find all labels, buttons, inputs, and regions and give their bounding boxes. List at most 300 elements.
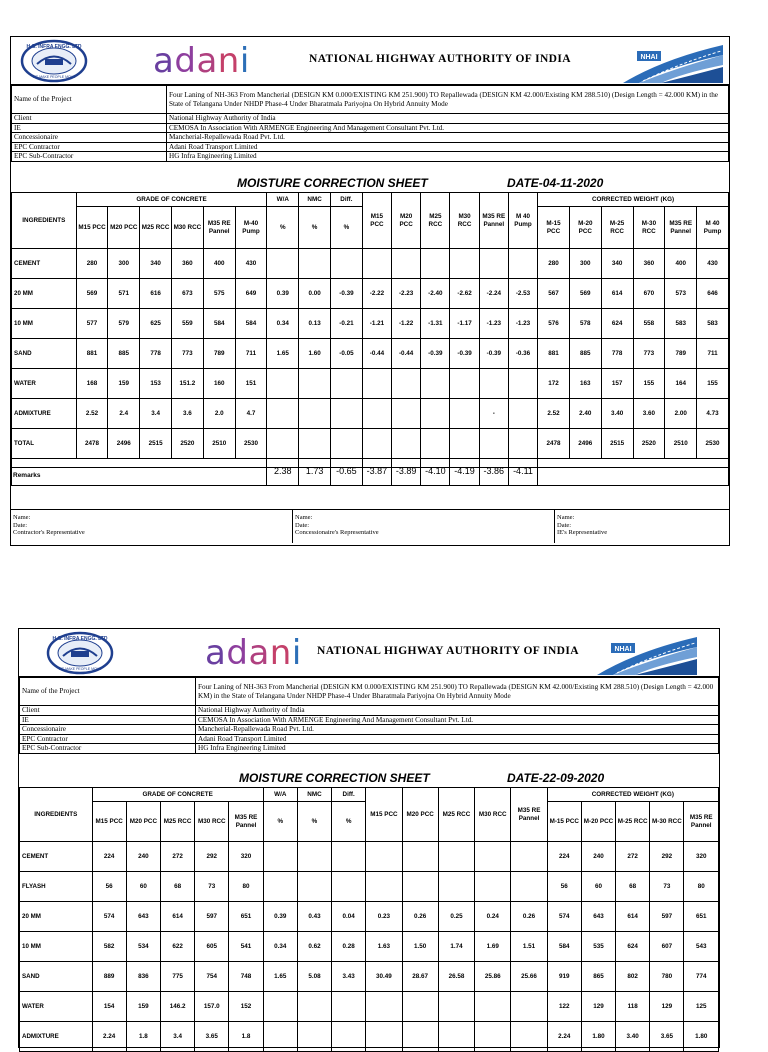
moisture-value [402, 992, 438, 1022]
sheet-header [11, 37, 729, 85]
moisture-value [450, 249, 479, 279]
grade-value: 2496 [108, 429, 140, 459]
grade-value: 80 [229, 872, 263, 902]
corrected-value: 578 [569, 309, 601, 339]
moisture-grade-header: M35 RE Pannel [479, 193, 508, 249]
moisture-value [421, 399, 450, 429]
corrected-value: 172 [538, 369, 570, 399]
moisture-value: 1.51 [511, 932, 547, 962]
sheet-date: DATE-04-11-2020 [507, 176, 604, 190]
moisture-value [392, 399, 421, 429]
corrected-value: 780 [650, 962, 684, 992]
moisture-value [421, 369, 450, 399]
moisture-value: -0.39 [479, 339, 508, 369]
grade-value: 292 [195, 842, 229, 872]
corrected-value: 643 [581, 902, 615, 932]
percent-header: % [263, 802, 297, 842]
diff-value [331, 399, 363, 429]
grade-header: M35 RE Pannel [229, 802, 263, 842]
corrected-grade-header: M35 RE Pannel [684, 802, 719, 842]
ingredient-name: 20 MM [12, 279, 77, 309]
table-row [20, 842, 719, 872]
moisture-grade-header: M 40 Pump [508, 193, 537, 249]
nmc-value: 0.13 [299, 309, 331, 339]
moisture-value [511, 872, 547, 902]
grade-of-concrete-header: GRADE OF CONCRETE [92, 788, 263, 802]
moisture-value: -2.53 [508, 279, 537, 309]
project-value: Four Laning of NH-363 From Mancherial (DESIGN KM 0.000/EXISTING KM 251.900) TO Repallewada (DESIGN KM 42.000/Existing KM 288.510) (Design Length = 42.000 KM) in the State of Telangana Under NHDP Phase-4 Under Bharatmala Pariyojna On Hybrid Annuity Mode [167, 86, 729, 114]
grade-value: 584 [235, 309, 267, 339]
moisture-value [438, 992, 474, 1022]
corrected-grade-header: M-15 PCC [538, 207, 570, 249]
moisture-value [366, 842, 402, 872]
corrected-value: 919 [547, 962, 581, 992]
grade-value: 651 [229, 902, 263, 932]
ingredient-name: SAND [20, 962, 93, 992]
nmc-value [299, 399, 331, 429]
grade-value: 773 [172, 339, 204, 369]
moisture-value: 0.26 [511, 902, 547, 932]
moisture-value: -1.23 [508, 309, 537, 339]
corrected-value: 280 [538, 249, 570, 279]
grade-value: 881 [76, 339, 108, 369]
corrected-value: 670 [633, 279, 665, 309]
diff-value: 0.04 [332, 902, 366, 932]
wa-header: W/A [263, 788, 297, 802]
corrected-value: 2.40 [569, 399, 601, 429]
moisture-value [511, 842, 547, 872]
grade-header: M30 RCC [195, 802, 229, 842]
corrected-grade-header: M-30 RCC [633, 207, 665, 249]
signature-block [11, 509, 729, 543]
corrected-value: 2.00 [665, 399, 697, 429]
diff-value [332, 872, 366, 902]
corrected-value: 789 [665, 339, 697, 369]
wa-value [263, 872, 297, 902]
wa-value [267, 369, 299, 399]
grade-value: 2.24 [92, 1022, 126, 1052]
wa-header: W/A [267, 193, 299, 207]
concessionaire-value: Mancherial-Repallewada Road Pvt. Ltd. [196, 725, 719, 735]
corrected-value: 155 [697, 369, 729, 399]
wa-value: 1.65 [267, 339, 299, 369]
nhai-logo-text: NHAI [614, 646, 632, 653]
moisture-value: 28.67 [402, 962, 438, 992]
client-label: Client [12, 114, 167, 124]
diff-value: 3.43 [332, 962, 366, 992]
corrected-value: 778 [601, 339, 633, 369]
svg-text:WE MAKE PEOPLE MOVE: WE MAKE PEOPLE MOVE [58, 667, 102, 671]
grade-value: 430 [235, 249, 267, 279]
grade-value: 60 [126, 872, 160, 902]
wa-value [263, 992, 297, 1022]
corrected-value: 3.40 [616, 1022, 650, 1052]
grade-value: 300 [108, 249, 140, 279]
project-label: Name of the Project [12, 86, 167, 114]
moisture-value [450, 429, 479, 459]
moisture-value [362, 429, 391, 459]
moisture-value: 1.63 [366, 932, 402, 962]
moisture-value [362, 369, 391, 399]
moisture-value [392, 429, 421, 459]
wa-value: 0.34 [263, 932, 297, 962]
project-info [11, 85, 729, 162]
moisture-value: -1.21 [362, 309, 391, 339]
moisture-value [421, 249, 450, 279]
corrected-grade-header: M-20 PCC [581, 802, 615, 842]
corrected-value: 711 [697, 339, 729, 369]
wa-value: 0.34 [267, 309, 299, 339]
wa-value: 0.39 [263, 902, 297, 932]
moisture-value: -2.62 [450, 279, 479, 309]
percent-header: % [299, 207, 331, 249]
corrected-value: 543 [684, 932, 719, 962]
moisture-value [511, 992, 547, 1022]
corrected-value: 129 [650, 992, 684, 1022]
grade-value: 748 [229, 962, 263, 992]
grade-value: 625 [140, 309, 172, 339]
corrected-value: 646 [697, 279, 729, 309]
svg-text:H.G. INFRA ENGG. LTD: H.G. INFRA ENGG. LTD [26, 44, 82, 50]
wa-value: 1.65 [263, 962, 297, 992]
table-row [12, 279, 729, 309]
grade-value: 2.52 [76, 399, 108, 429]
nmc-value: 0.00 [299, 279, 331, 309]
moisture-value [475, 1022, 511, 1052]
ingredient-name: FLYASH [20, 872, 93, 902]
nhai-logo [597, 631, 697, 675]
grade-value: 541 [229, 932, 263, 962]
grade-value: 673 [172, 279, 204, 309]
moisture-value: -0.44 [362, 339, 391, 369]
grade-value: 157.0 [195, 992, 229, 1022]
moisture-grade-header: M20 PCC [402, 788, 438, 842]
moisture-value: 25.86 [475, 962, 511, 992]
hg-infra-seal-logo [19, 39, 89, 83]
grade-value: 649 [235, 279, 267, 309]
epc-label: EPC Contractor [12, 142, 167, 152]
table-row [20, 872, 719, 902]
grade-value: 2478 [76, 429, 108, 459]
summary-value: -0.65 [331, 459, 363, 486]
summary-value: -3.87 [362, 459, 391, 486]
corrected-value: 1.80 [684, 1022, 719, 1052]
corrected-grade-header: M-25 RCC [616, 802, 650, 842]
grade-value: 153 [140, 369, 172, 399]
ingredient-name: CEMENT [20, 842, 93, 872]
grade-value: 151.2 [172, 369, 204, 399]
moisture-value [450, 399, 479, 429]
moisture-grade-header: M35 RE Pannel [511, 788, 547, 842]
grade-value: 574 [92, 902, 126, 932]
grade-value: 160 [203, 369, 235, 399]
corrected-value: 430 [697, 249, 729, 279]
epc-value: Adani Road Transport Limited [167, 142, 729, 152]
moisture-value [438, 872, 474, 902]
client-value: National Highway Authority of India [167, 114, 729, 124]
corrected-value: 300 [569, 249, 601, 279]
moisture-value [450, 369, 479, 399]
grade-header: M-40 Pump [235, 207, 267, 249]
client-label: Client [20, 706, 196, 716]
grade-value: 3.6 [172, 399, 204, 429]
summary-value: -3.89 [392, 459, 421, 486]
diff-value: 0.28 [332, 932, 366, 962]
moisture-value [508, 399, 537, 429]
moisture-value: -2.40 [421, 279, 450, 309]
corrected-value: 2520 [633, 429, 665, 459]
corrected-value: 624 [601, 309, 633, 339]
corrected-value: 4.73 [697, 399, 729, 429]
nmc-value [299, 429, 331, 459]
corrected-value: 624 [616, 932, 650, 962]
summary-value: -4.10 [421, 459, 450, 486]
nmc-value: 5.08 [297, 962, 331, 992]
corrected-value: 2.24 [547, 1022, 581, 1052]
moisture-value: 0.25 [438, 902, 474, 932]
moisture-table [11, 192, 729, 486]
grade-value: 778 [140, 339, 172, 369]
corrected-value: 773 [633, 339, 665, 369]
corrected-value: 2515 [601, 429, 633, 459]
wa-value [267, 249, 299, 279]
corrected-grade-header: M-25 RCC [601, 207, 633, 249]
corrected-value: 535 [581, 932, 615, 962]
grade-value: 320 [229, 842, 263, 872]
corrected-value: 73 [650, 872, 684, 902]
percent-header: % [267, 207, 299, 249]
grade-value: 889 [92, 962, 126, 992]
table-row [12, 429, 729, 459]
nmc-value [299, 369, 331, 399]
corrected-value: 569 [569, 279, 601, 309]
table-row [20, 1022, 719, 1052]
nhai-title: NATIONAL HIGHWAY AUTHORITY OF INDIA [317, 645, 579, 657]
moisture-value: -0.44 [392, 339, 421, 369]
ingredients-header: INGREDIENTS [12, 193, 77, 249]
moisture-grade-header: M20 PCC [392, 193, 421, 249]
corrected-grade-header: M-20 PCC [569, 207, 601, 249]
corrected-value: 157 [601, 369, 633, 399]
table-row [20, 902, 719, 932]
diff-value [331, 369, 363, 399]
ie-label: IE [20, 715, 196, 725]
grade-value: 154 [92, 992, 126, 1022]
grade-value: 579 [108, 309, 140, 339]
moisture-value: - [479, 399, 508, 429]
ingredients-header: INGREDIENTS [20, 788, 93, 842]
corrected-value: 614 [616, 902, 650, 932]
corrected-value: 774 [684, 962, 719, 992]
ingredient-name: ADMIXTURE [12, 399, 77, 429]
grade-value: 534 [126, 932, 160, 962]
wa-value [267, 429, 299, 459]
grade-value: 73 [195, 872, 229, 902]
project-label: Name of the Project [20, 678, 196, 706]
corrected-value: 574 [547, 902, 581, 932]
grade-value: 2.4 [108, 399, 140, 429]
moisture-value: -2.23 [392, 279, 421, 309]
grade-value: 575 [203, 279, 235, 309]
grade-of-concrete-header: GRADE OF CONCRETE [76, 193, 267, 207]
corrected-grade-header: M35 RE Pannel [665, 207, 697, 249]
diff-value [332, 842, 366, 872]
grade-value: 789 [203, 339, 235, 369]
table-row [12, 399, 729, 429]
grade-header: M25 RCC [140, 207, 172, 249]
corrected-value: 2496 [569, 429, 601, 459]
moisture-value: -1.22 [392, 309, 421, 339]
grade-value: 224 [92, 842, 126, 872]
diff-value [331, 429, 363, 459]
moisture-value [479, 369, 508, 399]
contractor-signature: Name: Date: Contractor's Representative [11, 510, 293, 543]
grade-value: 836 [126, 962, 160, 992]
grade-value: 571 [108, 279, 140, 309]
sheet-date: DATE-22-09-2020 [507, 771, 605, 785]
moisture-table [19, 787, 719, 1052]
moisture-value [508, 429, 537, 459]
corrected-value: 885 [569, 339, 601, 369]
summary-value: -3.86 [479, 459, 508, 486]
grade-header: M30 RCC [172, 207, 204, 249]
grade-value: 3.65 [195, 1022, 229, 1052]
moisture-value [511, 1022, 547, 1052]
corrected-value: 292 [650, 842, 684, 872]
grade-value: 159 [108, 369, 140, 399]
moisture-correction-sheet-1 [10, 36, 730, 546]
epc-sub-value: HG Infra Engineering Limited [196, 744, 719, 754]
moisture-value: 1.74 [438, 932, 474, 962]
moisture-value: 26.58 [438, 962, 474, 992]
concessionaire-label: Concessionaire [20, 725, 196, 735]
corrected-weight-header: CORRECTED WEIGHT (KG) [547, 788, 718, 802]
diff-value [332, 992, 366, 1022]
corrected-value: 80 [684, 872, 719, 902]
moisture-value: -1.17 [450, 309, 479, 339]
percent-header: % [331, 207, 363, 249]
moisture-grade-header: M15 PCC [366, 788, 402, 842]
ingredient-name: SAND [12, 339, 77, 369]
grade-value: 146.2 [160, 992, 194, 1022]
nmc-value: 0.62 [297, 932, 331, 962]
nmc-header: NMC [297, 788, 331, 802]
nmc-value [299, 249, 331, 279]
corrected-grade-header: M-30 RCC [650, 802, 684, 842]
grade-value: 711 [235, 339, 267, 369]
diff-value [331, 249, 363, 279]
grade-value: 2520 [172, 429, 204, 459]
sheet-title: MOISTURE CORRECTION SHEET [237, 176, 428, 190]
moisture-value: -0.39 [450, 339, 479, 369]
corrected-value: 125 [684, 992, 719, 1022]
corrected-value: 360 [633, 249, 665, 279]
nhai-logo [623, 39, 723, 83]
grade-value: 1.8 [229, 1022, 263, 1052]
diff-value: -0.21 [331, 309, 363, 339]
epc-sub-label: EPC Sub-Contractor [12, 152, 167, 162]
concessionaire-value: Mancherial-Repallewada Road Pvt. Ltd. [167, 133, 729, 143]
corrected-value: 573 [665, 279, 697, 309]
diff-value [332, 1022, 366, 1052]
diff-value: -0.39 [331, 279, 363, 309]
moisture-value [366, 1022, 402, 1052]
nmc-value: 0.43 [297, 902, 331, 932]
corrected-value: 60 [581, 872, 615, 902]
table-row [12, 309, 729, 339]
svg-text:WE MAKE PEOPLE MOVE: WE MAKE PEOPLE MOVE [32, 75, 76, 79]
percent-header: % [332, 802, 366, 842]
corrected-value: 2530 [697, 429, 729, 459]
grade-value: 3.4 [140, 399, 172, 429]
nmc-value [297, 992, 331, 1022]
moisture-value: 1.69 [475, 932, 511, 962]
remarks-section: Remarks [11, 467, 729, 507]
moisture-grade-header: M15 PCC [362, 193, 391, 249]
moisture-grade-header: M30 RCC [450, 193, 479, 249]
corrected-value: 583 [665, 309, 697, 339]
moisture-value: 1.50 [402, 932, 438, 962]
diff-header: Diff. [331, 193, 363, 207]
moisture-correction-sheet-2 [18, 628, 720, 1048]
project-info [19, 677, 719, 754]
sheet-title-bar [19, 771, 719, 787]
adani-logo: adani [205, 633, 302, 673]
corrected-value: 118 [616, 992, 650, 1022]
sheet-header [19, 629, 719, 677]
nmc-value [297, 842, 331, 872]
grade-value: 584 [203, 309, 235, 339]
ie-value: CEMOSA In Association With ARMENGE Engineering And Management Consultant Pvt. Ltd. [196, 715, 719, 725]
grade-value: 616 [140, 279, 172, 309]
epc-sub-label: EPC Sub-Contractor [20, 744, 196, 754]
ingredient-name: ADMIXTURE [20, 1022, 93, 1052]
sheet-title-bar [11, 176, 729, 192]
grade-value: 159 [126, 992, 160, 1022]
moisture-value [438, 842, 474, 872]
moisture-grade-header: M25 RCC [438, 788, 474, 842]
epc-value: Adani Road Transport Limited [196, 734, 719, 744]
corrected-value: 56 [547, 872, 581, 902]
moisture-value [508, 369, 537, 399]
nhai-title: NATIONAL HIGHWAY AUTHORITY OF INDIA [309, 53, 571, 65]
grade-value: 4.7 [235, 399, 267, 429]
grade-value: 272 [160, 842, 194, 872]
table-row [12, 249, 729, 279]
client-value: National Highway Authority of India [196, 706, 719, 716]
grade-value: 885 [108, 339, 140, 369]
ingredient-name: 10 MM [12, 309, 77, 339]
corrected-value: 597 [650, 902, 684, 932]
grade-value: 754 [195, 962, 229, 992]
nmc-header: NMC [299, 193, 331, 207]
grade-value: 622 [160, 932, 194, 962]
grade-value: 152 [229, 992, 263, 1022]
grade-header: M20 PCC [126, 802, 160, 842]
ie-signature: Name: Date: IE's Representative [557, 514, 608, 536]
table-row [20, 962, 719, 992]
ingredient-name: WATER [12, 369, 77, 399]
corrected-value: 583 [697, 309, 729, 339]
corrected-weight-header: CORRECTED WEIGHT (KG) [538, 193, 729, 207]
grade-value: 151 [235, 369, 267, 399]
grade-value: 2530 [235, 429, 267, 459]
corrected-value: 3.40 [601, 399, 633, 429]
corrected-value: 340 [601, 249, 633, 279]
grade-value: 559 [172, 309, 204, 339]
moisture-value: 0.24 [475, 902, 511, 932]
corrected-grade-header: M-15 PCC [547, 802, 581, 842]
